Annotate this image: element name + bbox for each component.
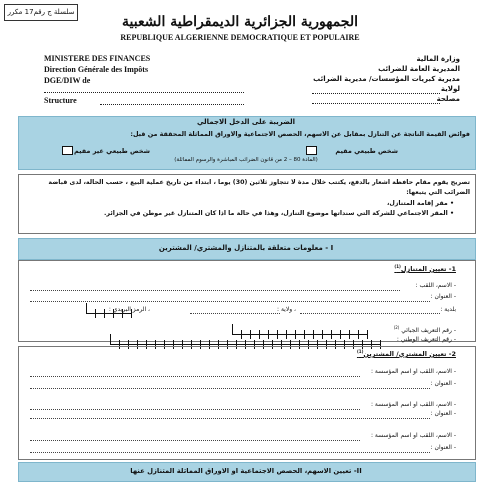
buyer-name-field[interactable] (30, 409, 360, 410)
series-badge: سلسلة ج رقم17 مكرر (4, 4, 78, 21)
buyer-name-label: - الاسم، اللقب او اسم المؤسسة : (371, 401, 456, 408)
seller-heading-text: 1- تعيين المتنازل (400, 265, 456, 274)
buyer-address-label: - العنوان : (430, 380, 456, 387)
seller-name-label: - الاسم، اللقب : (415, 282, 456, 289)
ministry-label-ar: وزارة المالية (416, 55, 460, 63)
buyer-address-field[interactable] (30, 388, 430, 389)
bullet-text: مقر إقامة المتنازل، (386, 200, 448, 207)
seller-nin-label: - رقم التعريف الوطني : (396, 336, 456, 343)
bullet-item: • مقر إقامة المتنازل، (386, 200, 454, 207)
service-label-ar: مصلحة (436, 95, 460, 103)
buyer-address-field[interactable] (30, 418, 430, 419)
seller-commune-label: بلدية : (440, 306, 456, 313)
buyer-address-field[interactable] (30, 452, 430, 453)
nonresident-label: شخص طبيعي غير مقيم (74, 147, 150, 155)
seller-nif-label (394, 325, 456, 334)
direction-label-ar: المديرية العامة للضرائب (378, 65, 460, 73)
seller-heading-note: (1) (394, 264, 401, 269)
seller-nif-note: (2) (393, 325, 400, 330)
resident-checkbox[interactable] (306, 146, 317, 155)
seller-wilaya-field[interactable] (190, 313, 280, 314)
seller-wilaya-label: ، ولاية : (277, 306, 296, 313)
seller-address-field[interactable] (30, 301, 430, 302)
buyer-address-label: - العنوان : (430, 444, 456, 451)
structure-fill-line[interactable] (100, 104, 244, 105)
bullet-text: المقر الاجتماعي للشركة التي سنداتها موضوع التنازل، وهذا في حالة ما اذا كان المتنازل غير موطن في الجزائر. (104, 210, 448, 217)
seller-postal-label: ، الرمز البريدي : (108, 306, 150, 313)
nonresident-checkbox[interactable] (62, 146, 73, 155)
dge-fill-line[interactable] (44, 92, 244, 93)
dge-label: DGE/DIW de (44, 76, 91, 85)
wilaya-fill-line[interactable] (312, 93, 440, 94)
seller-name-field[interactable] (30, 290, 400, 291)
tax-title: الضريبة على الدخل الاجمالي (196, 118, 296, 126)
dge-label-ar: مديرية كبريات المؤسسات/ مديرية الضرائب (313, 75, 460, 83)
republic-title-french: REPUBLIQUE ALGERIENNE DEMOCRATIQUE ET POPULAIRE (120, 33, 360, 42)
service-fill-line[interactable] (312, 103, 440, 104)
declaration-intro: تصريح يقوم مقام حافظة اشعار بالدفع، يكتتب خلال مدة لا تتجاوز ثلاثين (30) يوما ، ابتداء من تاريخ عملية البيع ، حسب الحالة، لدى قباضة الضرائب التي يتبعها: (48, 179, 470, 196)
buyer-heading (357, 349, 456, 358)
ministry-label: MINISTERE DES FINANCES (44, 54, 151, 63)
buyer-address-label: - العنوان : (430, 410, 456, 417)
direction-label: Direction Générale des Impôts (44, 65, 149, 74)
structure-label: Structure (44, 96, 77, 105)
seller-nif-text: - رقم التعريف الجبائي (401, 327, 456, 334)
law-reference: (المادة 80 – 2 من قانون الضرائب المباشرة والرسوم المماثلة) (174, 157, 318, 163)
buyer-name-field[interactable] (30, 376, 360, 377)
buyer-name-label: - الاسم، اللقب او اسم المؤسسة : (371, 368, 456, 375)
buyer-name-field[interactable] (30, 440, 360, 441)
republic-title-arabic: الجمهورية الجزائرية الديمقراطية الشعبية (121, 14, 358, 30)
buyer-heading-note: (1) (356, 349, 364, 354)
section-2-title: II- تعيين الاسهم، الحصص الاجتماعية او الاوراق المماثلة المتنازل عنها (130, 467, 362, 475)
wilaya-label-ar: لولاية (440, 85, 460, 93)
seller-postal-boxes[interactable] (86, 303, 132, 314)
seller-address-label: - العنوان : (430, 293, 456, 300)
bullet-item: • المقر الاجتماعي للشركة التي سنداتها موضوع التنازل، وهذا في حالة ما اذا كان المتنازل غير موطن في الجزائر. (104, 210, 454, 217)
section-1-title: I - معلومات متعلقة بالمتنازل والمشتري/ المشترين (158, 244, 334, 252)
seller-nin-boxes[interactable] (110, 334, 381, 345)
tax-subtitle: فوائض القيمة الناتجة عن التنازل بمقابل عن الاسهم، الحصص الاجتماعية والاوراق المماثلة المحققة من قبل: (130, 130, 470, 138)
buyer-heading-text: 2- تعيين المشتري/ المشترين (363, 350, 456, 359)
seller-commune-field[interactable] (300, 313, 440, 314)
seller-heading (394, 264, 456, 273)
buyer-name-label: - الاسم، اللقب او اسم المؤسسة : (371, 432, 456, 439)
resident-label: شخص طبيعي مقيم (335, 147, 398, 155)
